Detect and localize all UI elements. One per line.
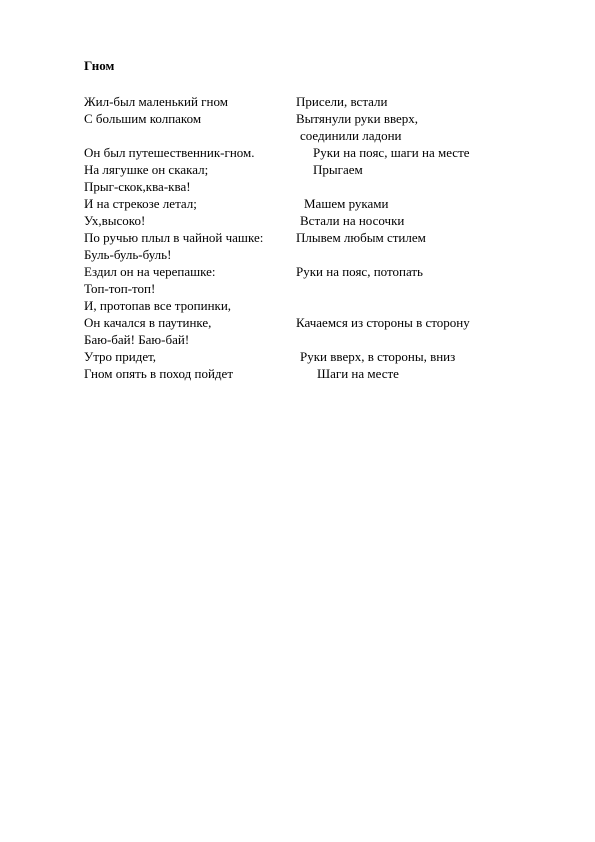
action-line: Вытянули руки вверх,: [296, 111, 419, 126]
action-line: Руки на пояс, потопать: [296, 264, 423, 279]
poem-line: Буль-буль-буль!: [84, 247, 172, 262]
poem-line: Ух,высоко!: [84, 213, 146, 228]
poem-line: Гном опять в поход пойдет: [84, 366, 233, 381]
action-line: Шаги на месте: [317, 366, 399, 381]
action-line: Качаемся из стороны в сторону: [296, 315, 470, 330]
poem-line: Баю-бай! Баю-бай!: [84, 332, 190, 347]
poem-line: На лягушке он скакал;: [84, 162, 209, 177]
action-line: Плывем любым стилем: [296, 230, 426, 245]
action-line: Руки вверх, в стороны, вниз: [300, 349, 456, 364]
poem-line: И на стрекозе летал;: [84, 196, 197, 211]
action-line: соединили ладони: [300, 128, 402, 143]
action-line: Машем руками: [304, 196, 389, 211]
poem-line: Ездил он на черепашке:: [84, 264, 216, 279]
action-line: Присели, встали: [296, 94, 388, 109]
poem-line: Топ-топ-топ!: [84, 281, 156, 296]
action-line: Встали на носочки: [300, 213, 405, 228]
action-line: Прыгаем: [313, 162, 363, 177]
poem-line: Жил-был маленький гном: [84, 94, 228, 109]
poem-line: С большим колпаком: [84, 111, 202, 126]
poem-title: Гном: [84, 58, 115, 73]
poem-line: И, протопав все тропинки,: [84, 298, 232, 313]
poem-line: Прыг-скок,ква-ква!: [84, 179, 191, 194]
poem-line: Утро придет,: [84, 349, 157, 364]
action-line: Руки на пояс, шаги на месте: [313, 145, 470, 160]
poem-line: По ручью плыл в чайной чашке:: [84, 230, 264, 245]
poem-line: Он был путешественник-гном.: [84, 145, 255, 160]
poem-line: Он качался в паутинке,: [84, 315, 212, 330]
